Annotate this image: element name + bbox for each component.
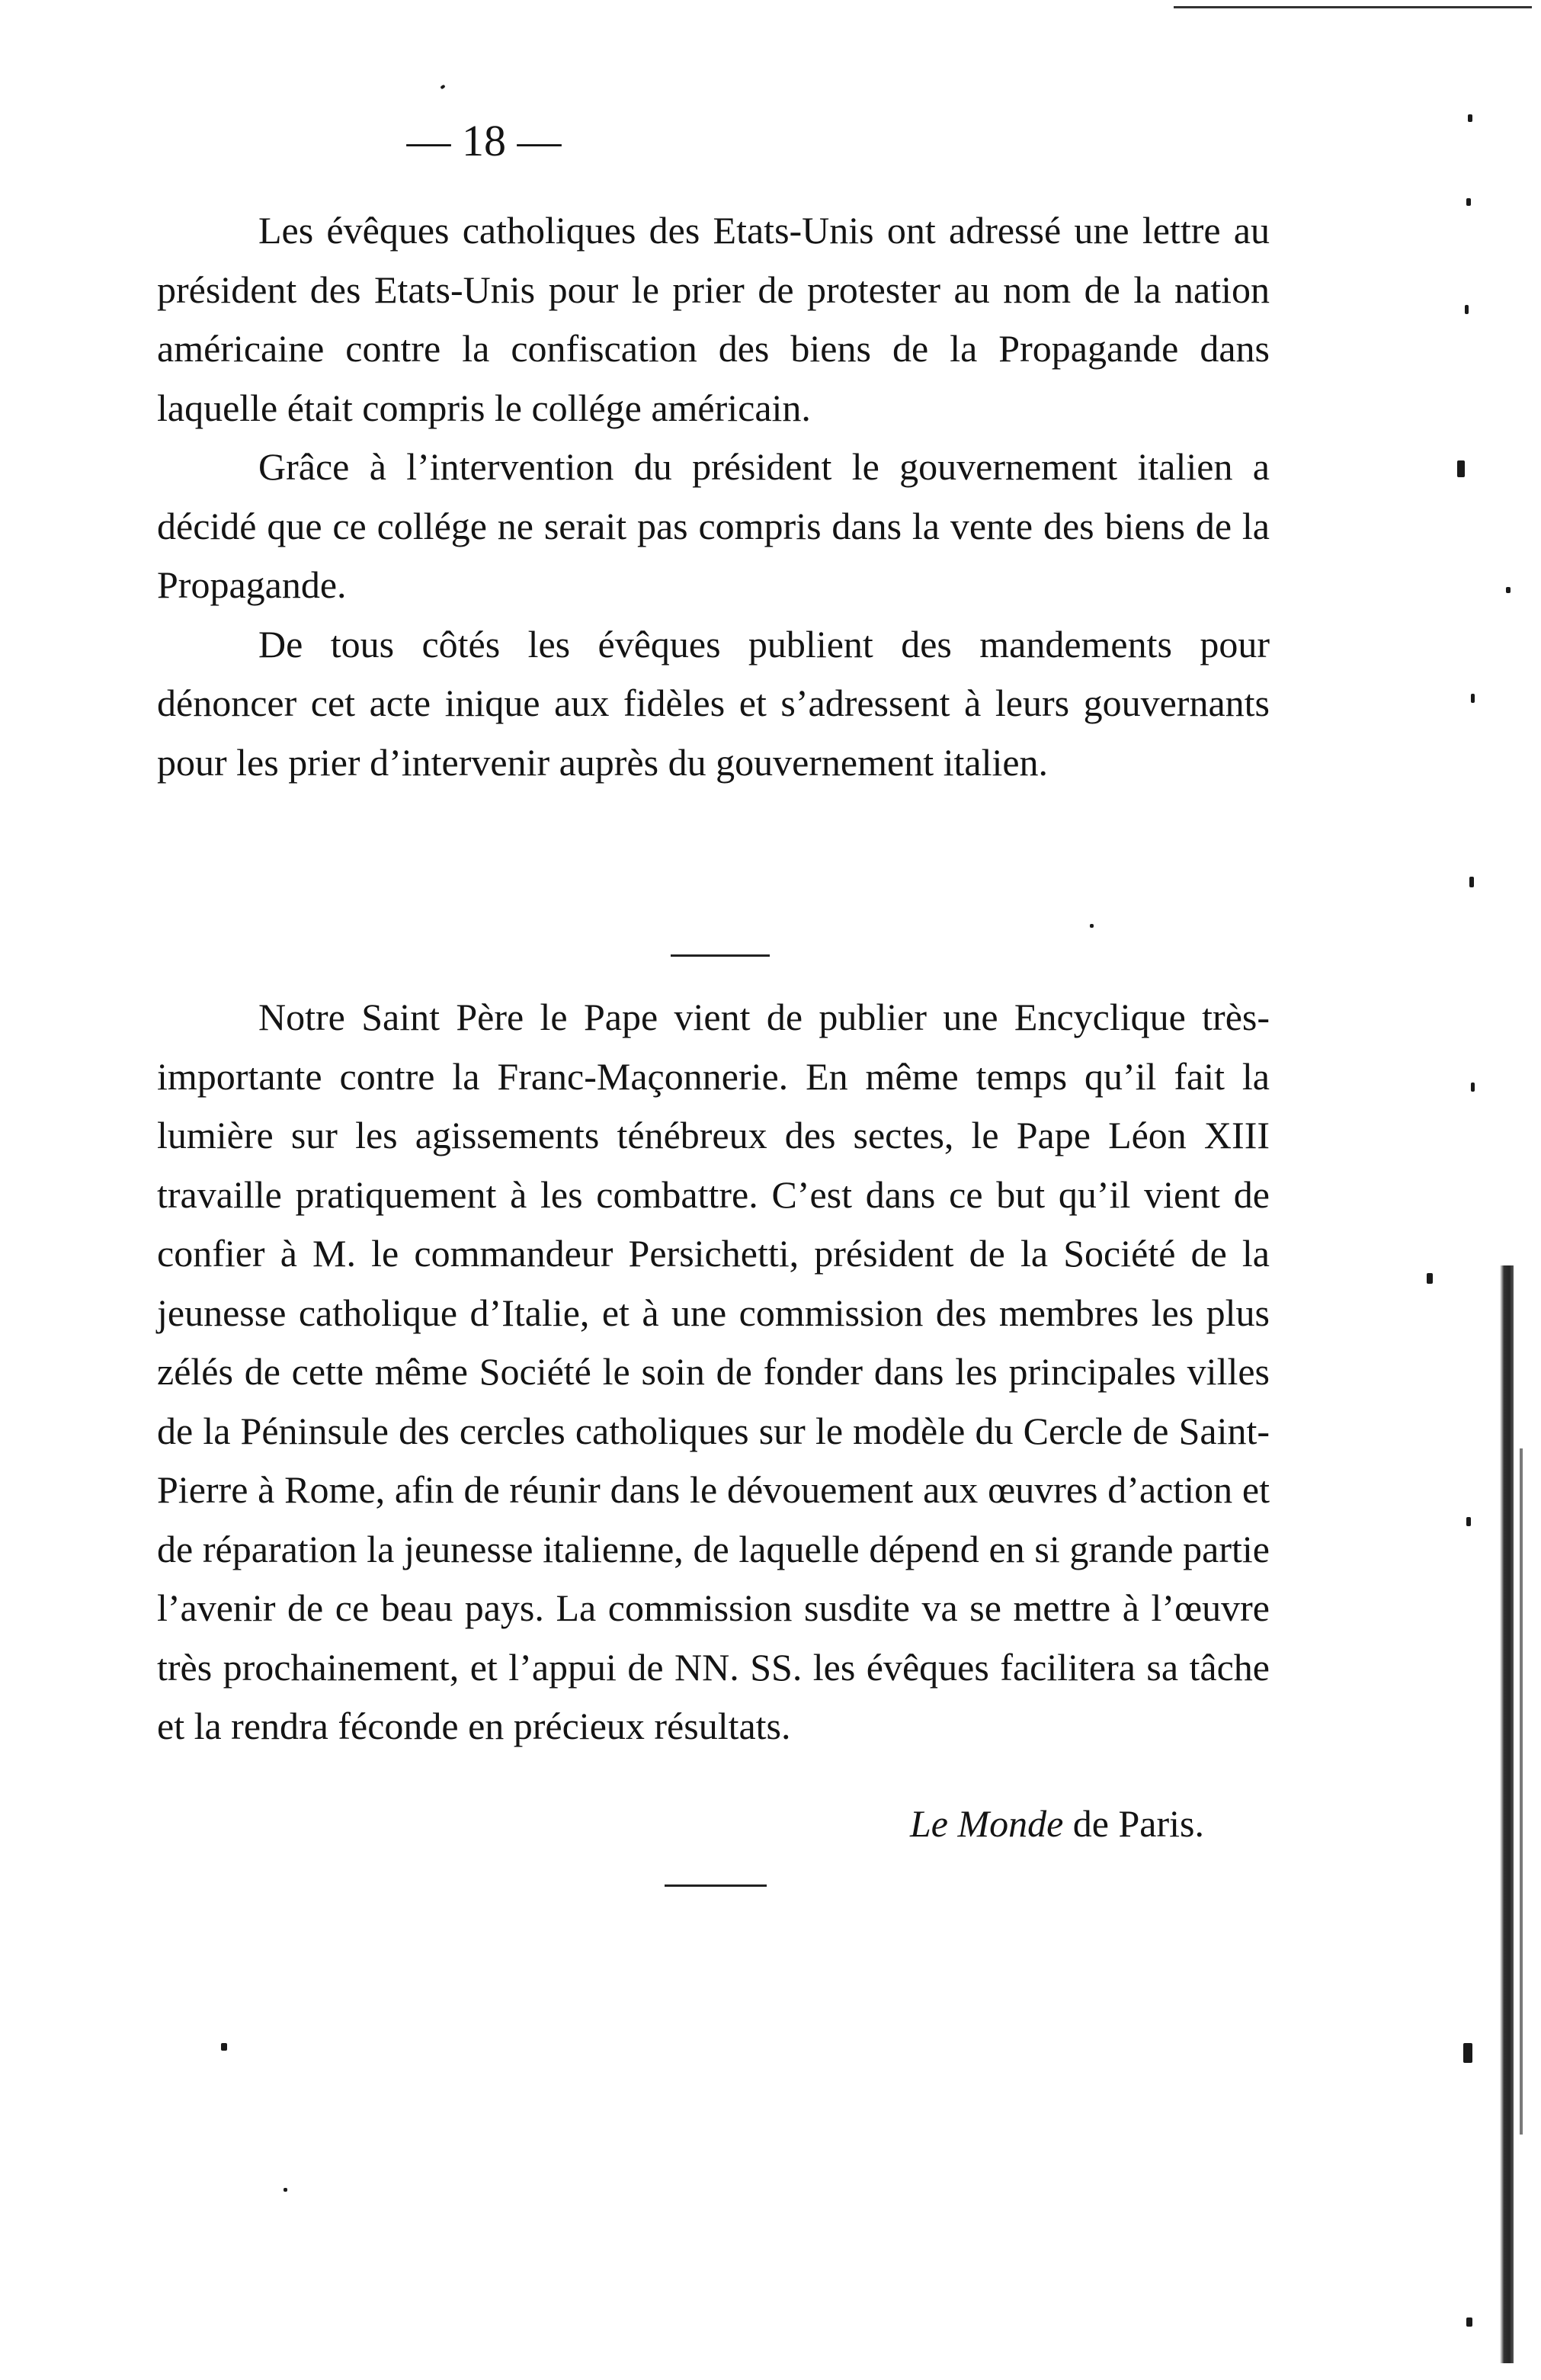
- scan-speck: [1463, 2043, 1472, 2063]
- scan-speck: [1090, 924, 1094, 928]
- section-divider: [671, 954, 770, 957]
- scan-speck: [1471, 694, 1475, 703]
- publication-suffix: de Paris.: [1063, 1802, 1204, 1845]
- scan-speck: [1466, 2317, 1472, 2327]
- paragraph: Notre Saint Père le Pape vient de publier une Encyclique très-importante contre la Franc-Maçonnerie. En même temps qu’il fait la lumière sur les agissements ténébreux des sectes, le Pape Léon XIII travaille pratiquement à les combattre. C’est dans ce but qu’il vient de confier à M. le commandeur Persichetti, président de la Société de la jeunesse catholique d’Italie, et à une commission des membres les plus zélés de cette même Société le soin de fonder dans les principales villes de la Péninsule des cercles catholiques sur le modèle du Cercle de Saint-Pierre à Rome, afin de réunir dans le dévouement aux œuvres d’action et de réparation la jeunesse italienne, de laquelle dépend en si grande partie l’avenir de ce beau pays. La commission susdite va se mettre à l’œuvre très prochainement, et l’appui de NN. SS. les évêques facilitera sa tâche et la rendra féconde en précieux résultats.: [157, 996, 1270, 1747]
- article-section-1: [157, 201, 1270, 792]
- scan-speck: [1466, 1517, 1471, 1526]
- scan-speck: [1427, 1273, 1433, 1284]
- scan-speck: [1471, 1083, 1475, 1092]
- end-divider: [665, 1884, 767, 1887]
- scan-speck: [1506, 587, 1511, 593]
- scan-speck: [440, 85, 445, 90]
- scan-speck: [1457, 460, 1465, 477]
- paragraph: De tous côtés les évêques publient des mandements pour dénoncer cet acte inique aux fidèles et s’adressent à leurs gouvernants pour les prier d’intervenir auprès du gouvernement italien.: [157, 622, 1270, 784]
- scan-speck: [1466, 198, 1471, 206]
- publication-title: Le Monde: [909, 1802, 1064, 1845]
- source-attribution: [910, 1795, 1204, 1853]
- binding-shadow: [1500, 1265, 1514, 2363]
- scan-speck: [284, 2188, 287, 2192]
- scan-speck: [1469, 877, 1474, 887]
- article-section-2: [157, 988, 1270, 1756]
- paragraph: Les évêques catholiques des Etats-Unis ont adressé une lettre au président des Etats-Unis pour le prier de protester au nom de la nation américaine contre la confiscation des biens de la Propagande dans laquelle était compris le collége américain.: [157, 209, 1270, 429]
- scan-edge-line: [1174, 6, 1532, 8]
- scan-speck: [1468, 114, 1472, 122]
- paragraph: Grâce à l’intervention du président le gouvernement italien a décidé que ce collége ne serait pas compris dans la vente des biens de la Propagande.: [157, 445, 1270, 606]
- scan-speck: [221, 2043, 227, 2051]
- page-number: — 18 —: [406, 116, 562, 165]
- binding-shadow-line: [1520, 1448, 1523, 2135]
- scan-speck: [1465, 305, 1469, 314]
